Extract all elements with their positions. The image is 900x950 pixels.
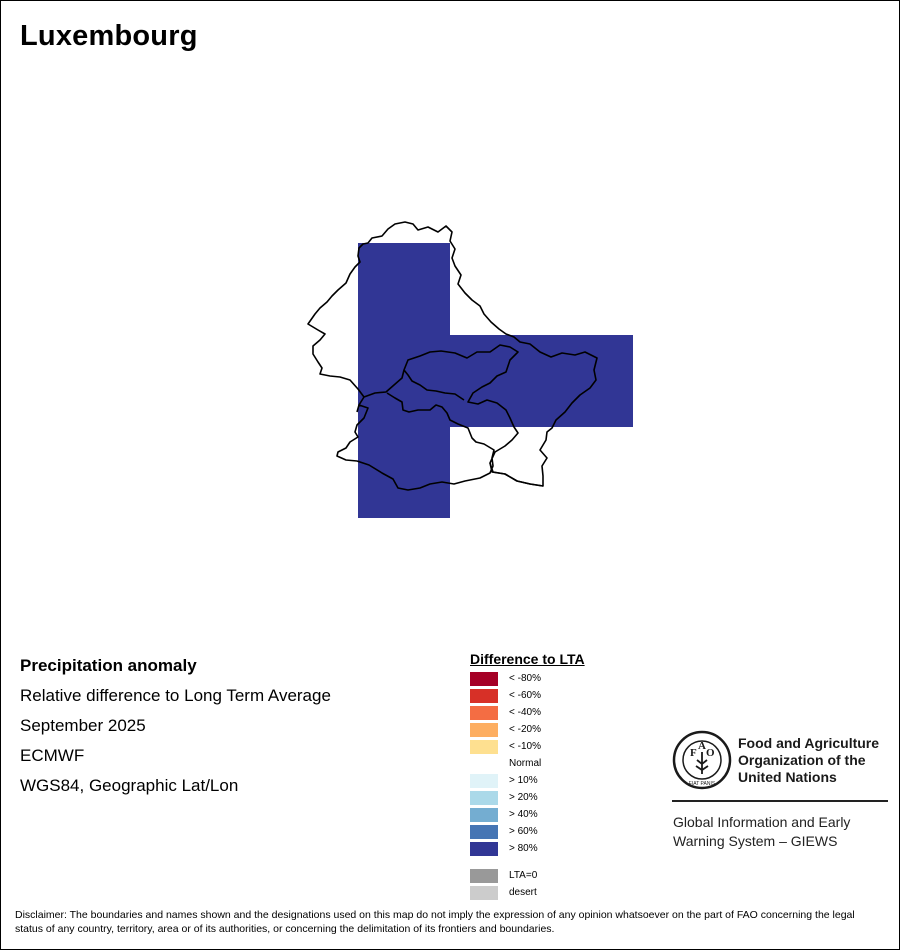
legend-label: < -10% [509, 741, 541, 752]
fao-logo-letter-o: O [706, 747, 715, 759]
legend-label: > 60% [509, 826, 538, 837]
legend-swatch [470, 791, 498, 805]
legend-label: > 10% [509, 775, 538, 786]
legend-swatch [470, 723, 498, 737]
info-source: ECMWF [20, 746, 85, 765]
legend-label: Normal [509, 758, 542, 769]
legend-swatch [470, 672, 498, 686]
org-name-line-1: Food and Agriculture [738, 735, 880, 751]
anomaly-cell-east [542, 335, 633, 427]
fao-logo-letter-a: A [698, 740, 706, 752]
legend-label: < -20% [509, 724, 541, 735]
map-info [20, 656, 331, 806]
legend-label: < -80% [509, 673, 541, 684]
info-heading: Precipitation anomaly [20, 656, 197, 675]
info-subtitle: Relative difference to Long Term Average [20, 686, 331, 705]
org-divider [672, 800, 888, 802]
legend-label: LTA=0 [509, 870, 538, 881]
disclaimer: Disclaimer: The boundaries and names shown and the designations used on this map do not imply the expression of any opinion whatsoever on the part of FAO concerning the legal status of any country, territory, area or of its authorities, or concerning the delimitation of its frontiers and boundaries. [15, 909, 855, 935]
legend-swatch [470, 869, 498, 883]
anomaly-cell-center [450, 335, 542, 427]
info-projection: WGS84, Geographic Lat/Lon [20, 776, 239, 795]
anomaly-cell-west-north [358, 243, 450, 335]
legend-swatch [470, 774, 498, 788]
legend-label: > 40% [509, 809, 538, 820]
legend-title: Difference to LTA [470, 651, 585, 667]
org-name-line-2: Organization of the [738, 752, 866, 768]
anomaly-cell-west-middle [358, 335, 450, 427]
legend-swatch [470, 740, 498, 754]
legend-swatch [470, 808, 498, 822]
fao-logo-letter-f: F [690, 747, 697, 759]
legend-label: > 20% [509, 792, 538, 803]
legend [470, 651, 585, 898]
country-border-east [490, 463, 543, 486]
legend-label: < -40% [509, 707, 541, 718]
fao-logo-icon [672, 730, 732, 790]
legend-swatch [470, 842, 498, 856]
org-name [738, 735, 879, 786]
legend-swatch [470, 825, 498, 839]
program-name [673, 813, 850, 851]
legend-label: < -60% [509, 690, 541, 701]
program-line-2: Warning System – GIEWS [673, 833, 838, 849]
legend-swatch [470, 886, 498, 900]
anomaly-cell-west-south [358, 427, 450, 518]
legend-label: > 80% [509, 843, 538, 854]
legend-swatch [470, 706, 498, 720]
info-date: September 2025 [20, 716, 146, 735]
legend-swatch [470, 689, 498, 703]
legend-label: desert [509, 887, 537, 898]
org-name-line-3: United Nations [738, 769, 837, 785]
map-title: Luxembourg [20, 20, 198, 52]
fao-logo-motto: FIAT PANIS [688, 781, 716, 787]
program-line-1: Global Information and Early [673, 814, 851, 830]
